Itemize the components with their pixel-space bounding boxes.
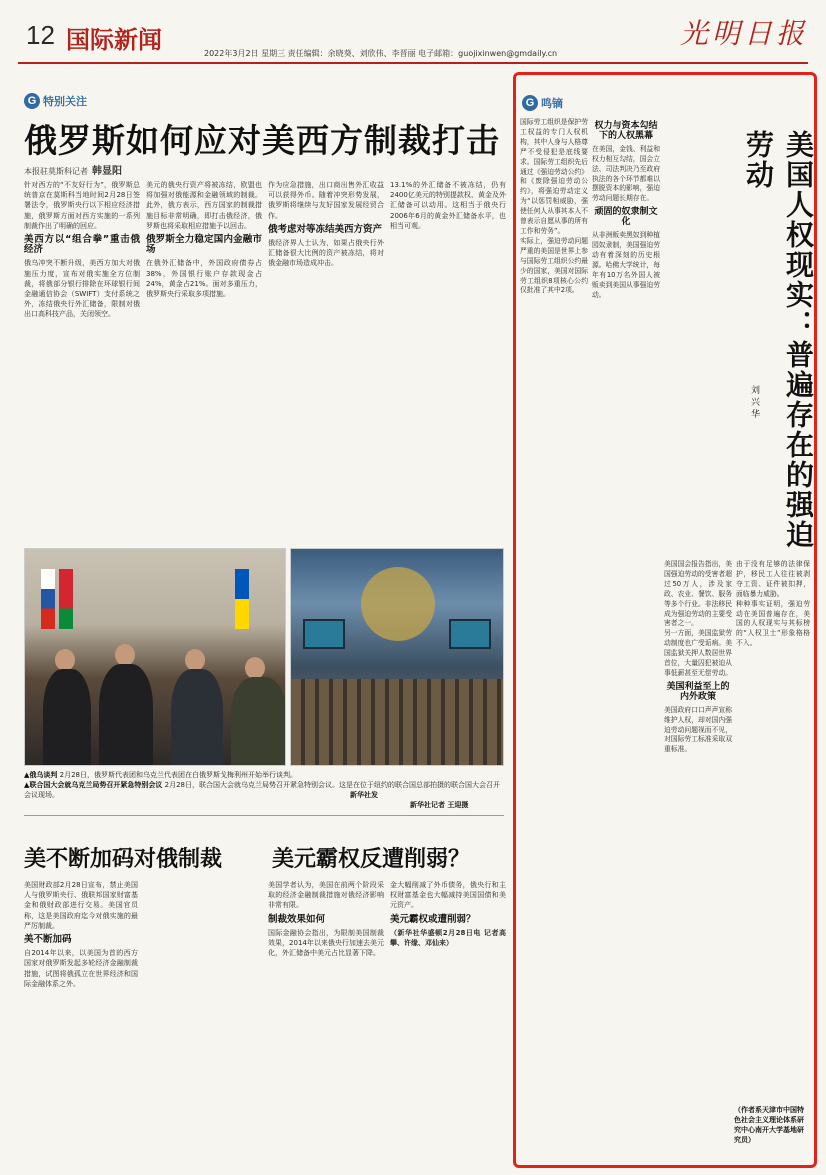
russia-flag xyxy=(41,569,55,629)
col2-subhead: 俄罗斯全力稳定国内金融市场 xyxy=(146,234,262,256)
col1-body: 俄乌冲突不断升级，美西方加大对俄施压力度，宣布对俄实施全方位制裁，将俄部分银行排除在环球银行间金融通信协会（SWIFT）支付系统之外，冻结俄央行外汇储备，限制对俄出口高科技产品，关闭领空。 xyxy=(24,259,140,319)
section-divider xyxy=(24,815,504,816)
section-title: 国际新闻 xyxy=(66,25,162,54)
person-head xyxy=(245,657,265,679)
commentary-tag xyxy=(522,95,563,111)
bottom-left-body1: 美国财政部2月28日宣布，禁止美国人与俄罗斯央行、俄联邦国家财富基金和俄财政部进行交易。美国官员称，这是美国政府迄今对俄实施的最严厉制裁。 xyxy=(24,881,138,930)
person-figure xyxy=(171,669,223,766)
header-meta: 2022年3月2日 星期三 责任编辑：余晓葵、刘欣伟、李晋丽 电子邮箱：guojixinwen@gmdaily.cn xyxy=(204,49,558,58)
col4-body: 13.1%的外汇储备不被冻结，仍有2400亿美元的特别提款权、黄金及外汇储备可以动用。这相当于俄央行2006年6月的黄金外汇储备水平，也相当可观。 xyxy=(390,181,506,230)
commentary-col-d xyxy=(736,560,810,1100)
feature-column-3 xyxy=(268,180,384,540)
feature-column-4 xyxy=(390,180,506,540)
bottom-mid-col-1 xyxy=(268,880,384,1170)
screen xyxy=(303,619,345,649)
person-head xyxy=(55,649,75,671)
bottom-left-col-1 xyxy=(24,880,138,1170)
masthead-logo: 光明日报 xyxy=(679,17,808,50)
bottom-mid-col-2 xyxy=(390,880,506,1170)
commentary-credit: （作者系天津市中国特色社会主义理论体系研究中心南开大学基地研究员） xyxy=(734,1106,804,1144)
col2-body: 美元的俄央行资产将被冻结，欧盟也将加强对俄能源和金融领域的制裁。此外，俄方表示，西方国家的制裁措施目标非常明确，即打击俄经济，俄罗斯也将采取相应措施予以回击。 xyxy=(146,181,262,230)
tag-icon: G xyxy=(24,93,40,109)
photo-caption xyxy=(24,770,504,800)
bottom-mid-body2: 国际金融协会指出，为限制美国制裁效果，2014年以来俄央行加速去美元化，外汇储备中美元占比显著下降。 xyxy=(268,928,384,958)
page-header xyxy=(18,8,808,62)
tag-icon: G xyxy=(522,95,538,111)
col1-lead: 针对西方的“不友好行为”，俄罗斯总统普京在莫斯科当地时间2月28日签署法令，俄罗斯央行以下相应经济措施，俄罗斯方面对西方实施的一系列制裁作出了明确的回应。 xyxy=(24,181,140,230)
assembly-seats xyxy=(291,679,504,766)
bottom-mid-body1: 美国学者认为，美国在前两个阶段采取的经济金融制裁措施对俄经济影响非常有限。 xyxy=(268,881,384,910)
commentary-col-b xyxy=(592,118,660,1098)
commentary-b2: 从非洲贩卖黑奴到种植园奴隶制，美国强迫劳动有着深刻的历史根源。哈佛大学统计，每年有10万名外国人被贩卖到美国从事强迫劳动。 xyxy=(592,231,660,299)
header-rule xyxy=(18,62,808,64)
person-head xyxy=(115,644,135,666)
col1-subhead: 美西方以“组合拳”重击俄经济 xyxy=(24,234,140,256)
bottom-left-body2: 自2014年以来，以美国为首的西方国家对俄罗斯发起多轮经济金融制裁措施，试图将俄孤立在世界经济和国际金融体系之外。 xyxy=(24,949,138,988)
feature-byline xyxy=(24,162,122,177)
ukraine-flag xyxy=(235,569,249,629)
byline-author: 韩显阳 xyxy=(92,166,122,177)
caption-2-credit: 新华社记者 王迎摄 xyxy=(410,801,469,809)
screen xyxy=(449,619,491,649)
commentary-a1: 国际劳工组织是保护劳工权益的专门人权机构，其中人身与人格尊严不受侵犯是底线要求。国际劳工组织先后通过《强迫劳动公约》和《废除强迫劳动公约》，将强迫劳动定义为“以惩罚相威胁，强使任何人从事其本人不曾表示自愿从事的所有工作和劳务”。 xyxy=(520,118,588,235)
commentary-subhead-1: 权力与资本勾结下的人权黑幕 xyxy=(594,121,658,141)
byline-prefix: 本报驻莫斯科记者 xyxy=(24,167,88,176)
caption-2-text: 2月28日，联合国大会就乌克兰局势召开紧急特别会议。这是在位于纽约的联合国总部拍摄的联合国大会召开会议现场。 xyxy=(24,781,500,799)
commentary-d2: 种种事实证明，强迫劳动在美国普遍存在，美国的人权现实与其标榜的“人权卫士”形象格格不入。 xyxy=(736,599,810,648)
col3-subhead: 俄考虑对等冻结美西方资产 xyxy=(268,223,383,235)
caption-1-title: ▲俄乌谈判 xyxy=(24,771,58,779)
feature-headline: 俄罗斯如何应对美西方制裁打击 xyxy=(24,121,500,160)
commentary-c3: 美国政府口口声声宣称维护人权，却对国内强迫劳动问题视而不见，对国际劳工标准采取双重标准。 xyxy=(664,705,732,754)
bottom-left-col-2 xyxy=(146,880,260,1170)
commentary-author: 刘兴华 xyxy=(749,385,759,421)
caption-1-credit: 新华社发 xyxy=(350,791,378,799)
feature-tag-label: 特别关注 xyxy=(43,95,87,108)
bottom-mid-body3: 金大幅削减了外币债务，俄央行和主权财富基金也大幅减持美国国债和美元资产。 xyxy=(390,881,506,910)
person-figure xyxy=(43,669,91,766)
feature-column-2 xyxy=(146,180,262,540)
bottom-mid-credit: （新华社华盛顿2月28日电 记者高攀、许缘、邓仙来） xyxy=(390,928,506,948)
feature-column-1 xyxy=(24,180,140,540)
col2-body2: 在俄外汇储备中，外国政府债券占38%，外国银行账户存款现金占24%，黄金占21%。面对多重压力，俄罗斯央行采取多项措施。 xyxy=(146,259,262,299)
person-head xyxy=(185,649,205,671)
commentary-d1: 由于没有足够的法律保护，移民工人往往被剥夺工资、证件被扣押，面临暴力威胁。 xyxy=(736,560,810,598)
caption-1-text: 2月28日，俄罗斯代表团和乌克兰代表团在白俄罗斯戈梅利州开始举行谈判。 xyxy=(59,771,297,779)
col3-body2: 俄经济界人士认为，如果占俄央行外汇储备很大比例的资产被冻结，将对俄金融市场造成冲击。 xyxy=(268,239,384,268)
page-number: 12 xyxy=(26,20,55,50)
bottom-mid-subhead: 制裁效果如何 xyxy=(268,913,326,925)
bottom-left-subhead: 美不断加码 xyxy=(24,934,72,946)
commentary-subhead-2: 顽固的奴隶制文化 xyxy=(594,207,658,228)
belarus-flag xyxy=(59,569,73,629)
bottom-mid-headline: 美元霸权反遭削弱？ xyxy=(272,846,471,872)
commentary-c1: 美国国会报告指出，美国强迫劳动的受害者超过50万人，涉及家政、农业、餐饮、服务等多个行业。非法移民成为强迫劳动的主要受害者之一。 xyxy=(664,560,732,628)
bottom-left-headline: 美不断加码对俄制裁 xyxy=(24,846,223,872)
person-figure xyxy=(99,664,153,766)
commentary-col-c xyxy=(664,560,732,1160)
person-figure xyxy=(231,677,286,766)
commentary-title: 美国人权现实：普遍存在的强迫劳动 xyxy=(742,130,815,550)
col3-body: 作为应急措施，出口商出售外汇收益可以获得外币。随着冲突形势发展，俄罗斯将继续与友好国家发展经贸合作。 xyxy=(268,181,384,220)
un-emblem xyxy=(361,567,435,641)
commentary-a2: 实际上，强迫劳动问题严重的美国是世界上参与国际劳工组织公约最少的国家，美国对国际劳工组织8项核心公约仅批准了其中2项。 xyxy=(520,236,588,295)
commentary-tag-label: 鸣镝 xyxy=(541,97,563,110)
caption-2-title: ▲联合国大会就乌克兰局势召开紧急特别会议 xyxy=(24,781,163,789)
feature-tag xyxy=(24,93,87,109)
commentary-b1: 在美国，金钱、利益和权力相互勾结，国会立法、司法判决乃至政府执法的各个环节都难以摆脱资本的影响，强迫劳动问题长期存在。 xyxy=(592,144,660,203)
commentary-subhead-3: 美国利益至上的内外政策 xyxy=(666,681,730,702)
commentary-col-a xyxy=(520,118,588,1098)
negotiation-photo xyxy=(24,548,286,766)
un-assembly-photo xyxy=(290,548,504,766)
commentary-c2: 另一方面，美国监狱劳动制度也广受诟病。美国监狱关押人数居世界首位，大量囚犯被迫从事低薪甚至无偿劳动。 xyxy=(664,629,732,677)
bottom-mid-subhead-2: 美元霸权或遭削弱？ xyxy=(390,913,476,925)
